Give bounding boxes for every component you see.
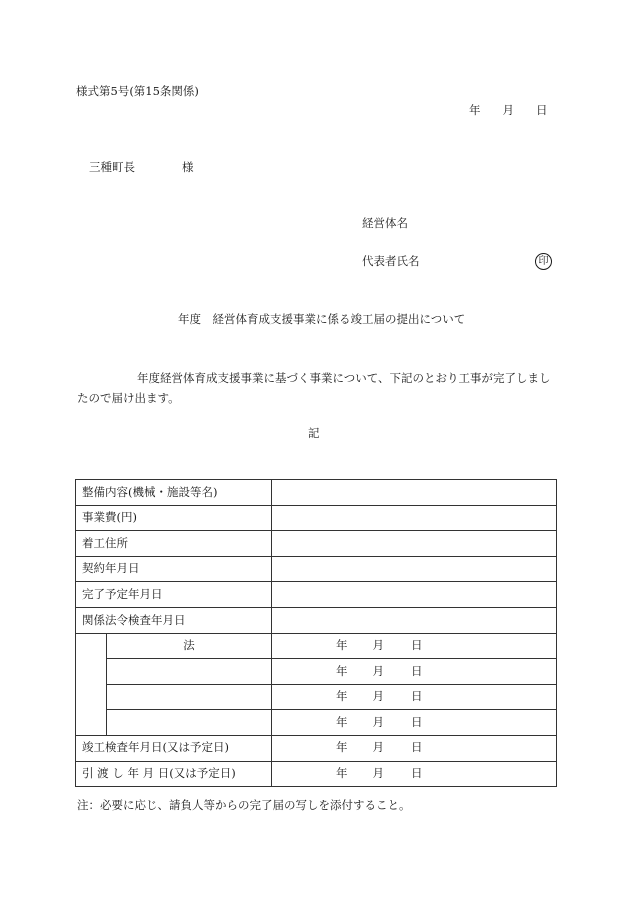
row-value[interactable] [272, 505, 557, 531]
table-row [76, 659, 557, 685]
document-title: 年度 経営体育成支援事業に係る竣工届の提出について [178, 312, 466, 326]
row-value[interactable] [272, 480, 557, 506]
law-name-cell[interactable] [107, 684, 272, 710]
addressee [89, 162, 194, 174]
row-label: 引 渡 し 年 月 日(又は予定日) [76, 761, 272, 787]
law-header: 法 [107, 633, 272, 659]
table-row [76, 735, 557, 761]
table-row [76, 531, 557, 557]
submission-date [469, 105, 548, 117]
completion-inspection-date[interactable]: 年 月 日 [272, 735, 557, 761]
footnote: 注：必要に応じ、請負人等からの完了届の写しを添付すること。 [77, 798, 411, 812]
row-value[interactable] [272, 582, 557, 608]
representative-name-label: 代表者氏名 [362, 254, 420, 268]
row-value[interactable] [272, 556, 557, 582]
seal-mark-icon: 印 [535, 253, 552, 270]
table-row [76, 633, 557, 659]
law-indent-cell [76, 633, 107, 735]
law-name-cell[interactable] [107, 710, 272, 736]
row-label: 完了予定年月日 [76, 582, 272, 608]
law-date[interactable]: 年 月 日 [272, 659, 557, 685]
law-date[interactable]: 年 月 日 [272, 684, 557, 710]
addressee-name: 三種町長 [89, 160, 135, 174]
row-label: 整備内容(機械・施設等名) [76, 480, 272, 506]
table-row [76, 607, 557, 633]
entity-name-label: 経営体名 [362, 216, 408, 230]
date-month: 月 [502, 103, 514, 117]
row-label: 契約年月日 [76, 556, 272, 582]
body-text: 年度経営体育成支援事業に基づく事業について、下記のとおり工事が完了しましたので届け出ます。 [77, 371, 551, 405]
table-row [76, 480, 557, 506]
row-label: 竣工検査年月日(又は予定日) [76, 735, 272, 761]
law-name-cell[interactable] [107, 659, 272, 685]
law-date[interactable]: 年 月 日 [272, 633, 557, 659]
row-label: 関係法令検査年月日 [76, 607, 272, 633]
row-label: 事業費(円) [76, 505, 272, 531]
handover-date[interactable]: 年 月 日 [272, 761, 557, 787]
completion-report-table [75, 479, 557, 787]
law-date[interactable]: 年 月 日 [272, 710, 557, 736]
row-value[interactable] [272, 531, 557, 557]
row-label: 着工住所 [76, 531, 272, 557]
table-row [76, 556, 557, 582]
form-number: 様式第5号(第15条関係) [76, 84, 199, 98]
table-row [76, 710, 557, 736]
table-row [76, 505, 557, 531]
addressee-honorific: 様 [182, 160, 194, 174]
date-year: 年 [469, 103, 481, 117]
date-day: 日 [536, 103, 548, 117]
table-row [76, 761, 557, 787]
row-value[interactable] [272, 607, 557, 633]
table-row [76, 582, 557, 608]
table-row [76, 684, 557, 710]
ki-heading: 記 [308, 426, 320, 440]
